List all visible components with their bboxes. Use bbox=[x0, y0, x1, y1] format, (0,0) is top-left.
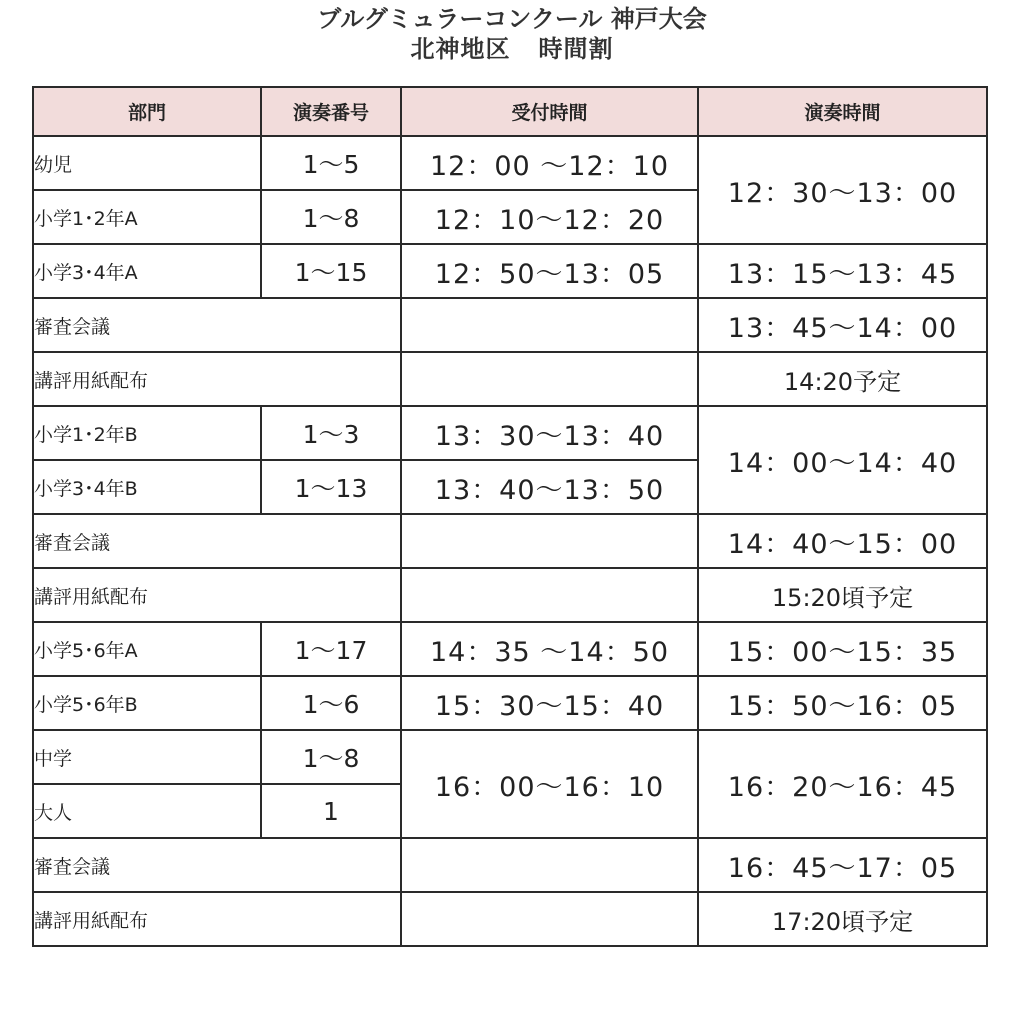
dept-cell: 大人 bbox=[33, 784, 261, 838]
document-subtitle bbox=[0, 34, 1024, 64]
reception-cell bbox=[401, 514, 698, 568]
table-header-row bbox=[33, 87, 987, 136]
dept-cell: 小学3･4年A bbox=[33, 244, 261, 298]
header-performance: 演奏時間 bbox=[698, 87, 987, 136]
dept-cell: 小学1･2年A bbox=[33, 190, 261, 244]
numbers-cell: 1～8 bbox=[261, 730, 401, 784]
performance-cell: 15：50～16：05 bbox=[698, 676, 987, 730]
performance-cell: 13：45～14：00 bbox=[698, 298, 987, 352]
performance-cell: 13：15～13：45 bbox=[698, 244, 987, 298]
schedule-table bbox=[32, 86, 988, 947]
reception-cell bbox=[401, 838, 698, 892]
performance-cell: 15:20頃予定 bbox=[698, 568, 987, 622]
document-title: ブルグミュラーコンクール 神戸大会 bbox=[317, 5, 707, 33]
dept-cell: 審査会議 bbox=[33, 514, 401, 568]
numbers-cell: 1～8 bbox=[261, 190, 401, 244]
numbers-cell: 1～15 bbox=[261, 244, 401, 298]
reception-cell bbox=[401, 568, 698, 622]
reception-cell: 14：35 ～14：50 bbox=[401, 622, 698, 676]
reception-cell bbox=[401, 352, 698, 406]
reception-cell: 13：30～13：40 bbox=[401, 406, 698, 460]
performance-cell: 14：40～15：00 bbox=[698, 514, 987, 568]
reception-cell: 16：00～16：10 bbox=[401, 730, 698, 838]
reception-cell: 12：50～13：05 bbox=[401, 244, 698, 298]
table-row bbox=[33, 622, 987, 676]
performance-cell: 15：00～15：35 bbox=[698, 622, 987, 676]
dept-cell: 講評用紙配布 bbox=[33, 568, 401, 622]
numbers-cell: 1～3 bbox=[261, 406, 401, 460]
subtitle-area: 北神地区 bbox=[410, 35, 511, 63]
subtitle-schedule: 時間割 bbox=[538, 35, 614, 63]
dept-cell: 審査会議 bbox=[33, 298, 401, 352]
header-reception: 受付時間 bbox=[401, 87, 698, 136]
table-row bbox=[33, 676, 987, 730]
performance-cell: 14:20予定 bbox=[698, 352, 987, 406]
dept-cell: 小学3･4年B bbox=[33, 460, 261, 514]
reception-cell: 12：00 ～12：10 bbox=[401, 136, 698, 190]
reception-cell: 13：40～13：50 bbox=[401, 460, 698, 514]
numbers-cell: 1～5 bbox=[261, 136, 401, 190]
performance-cell: 16：45～17：05 bbox=[698, 838, 987, 892]
reception-cell bbox=[401, 892, 698, 946]
numbers-cell: 1～13 bbox=[261, 460, 401, 514]
table-row bbox=[33, 406, 987, 460]
table-row bbox=[33, 352, 987, 406]
numbers-cell: 1 bbox=[261, 784, 401, 838]
table-row bbox=[33, 298, 987, 352]
performance-cell: 17:20頃予定 bbox=[698, 892, 987, 946]
header-numbers: 演奏番号 bbox=[261, 87, 401, 136]
dept-cell: 審査会議 bbox=[33, 838, 401, 892]
table-row bbox=[33, 244, 987, 298]
dept-cell: 小学1･2年B bbox=[33, 406, 261, 460]
reception-cell: 12：10～12：20 bbox=[401, 190, 698, 244]
performance-cell: 14：00～14：40 bbox=[698, 406, 987, 514]
dept-cell: 講評用紙配布 bbox=[33, 352, 401, 406]
dept-cell: 小学5･6年A bbox=[33, 622, 261, 676]
table-row bbox=[33, 730, 987, 784]
dept-cell: 講評用紙配布 bbox=[33, 892, 401, 946]
table-row bbox=[33, 136, 987, 190]
reception-cell: 15：30～15：40 bbox=[401, 676, 698, 730]
table-row bbox=[33, 892, 987, 946]
reception-cell bbox=[401, 298, 698, 352]
numbers-cell: 1～17 bbox=[261, 622, 401, 676]
header-dept: 部門 bbox=[33, 87, 261, 136]
numbers-cell: 1～6 bbox=[261, 676, 401, 730]
dept-cell: 小学5･6年B bbox=[33, 676, 261, 730]
performance-cell: 12：30～13：00 bbox=[698, 136, 987, 244]
table-row bbox=[33, 514, 987, 568]
table-row bbox=[33, 568, 987, 622]
dept-cell: 中学 bbox=[33, 730, 261, 784]
performance-cell: 16：20～16：45 bbox=[698, 730, 987, 838]
dept-cell: 幼児 bbox=[33, 136, 261, 190]
table-row bbox=[33, 838, 987, 892]
